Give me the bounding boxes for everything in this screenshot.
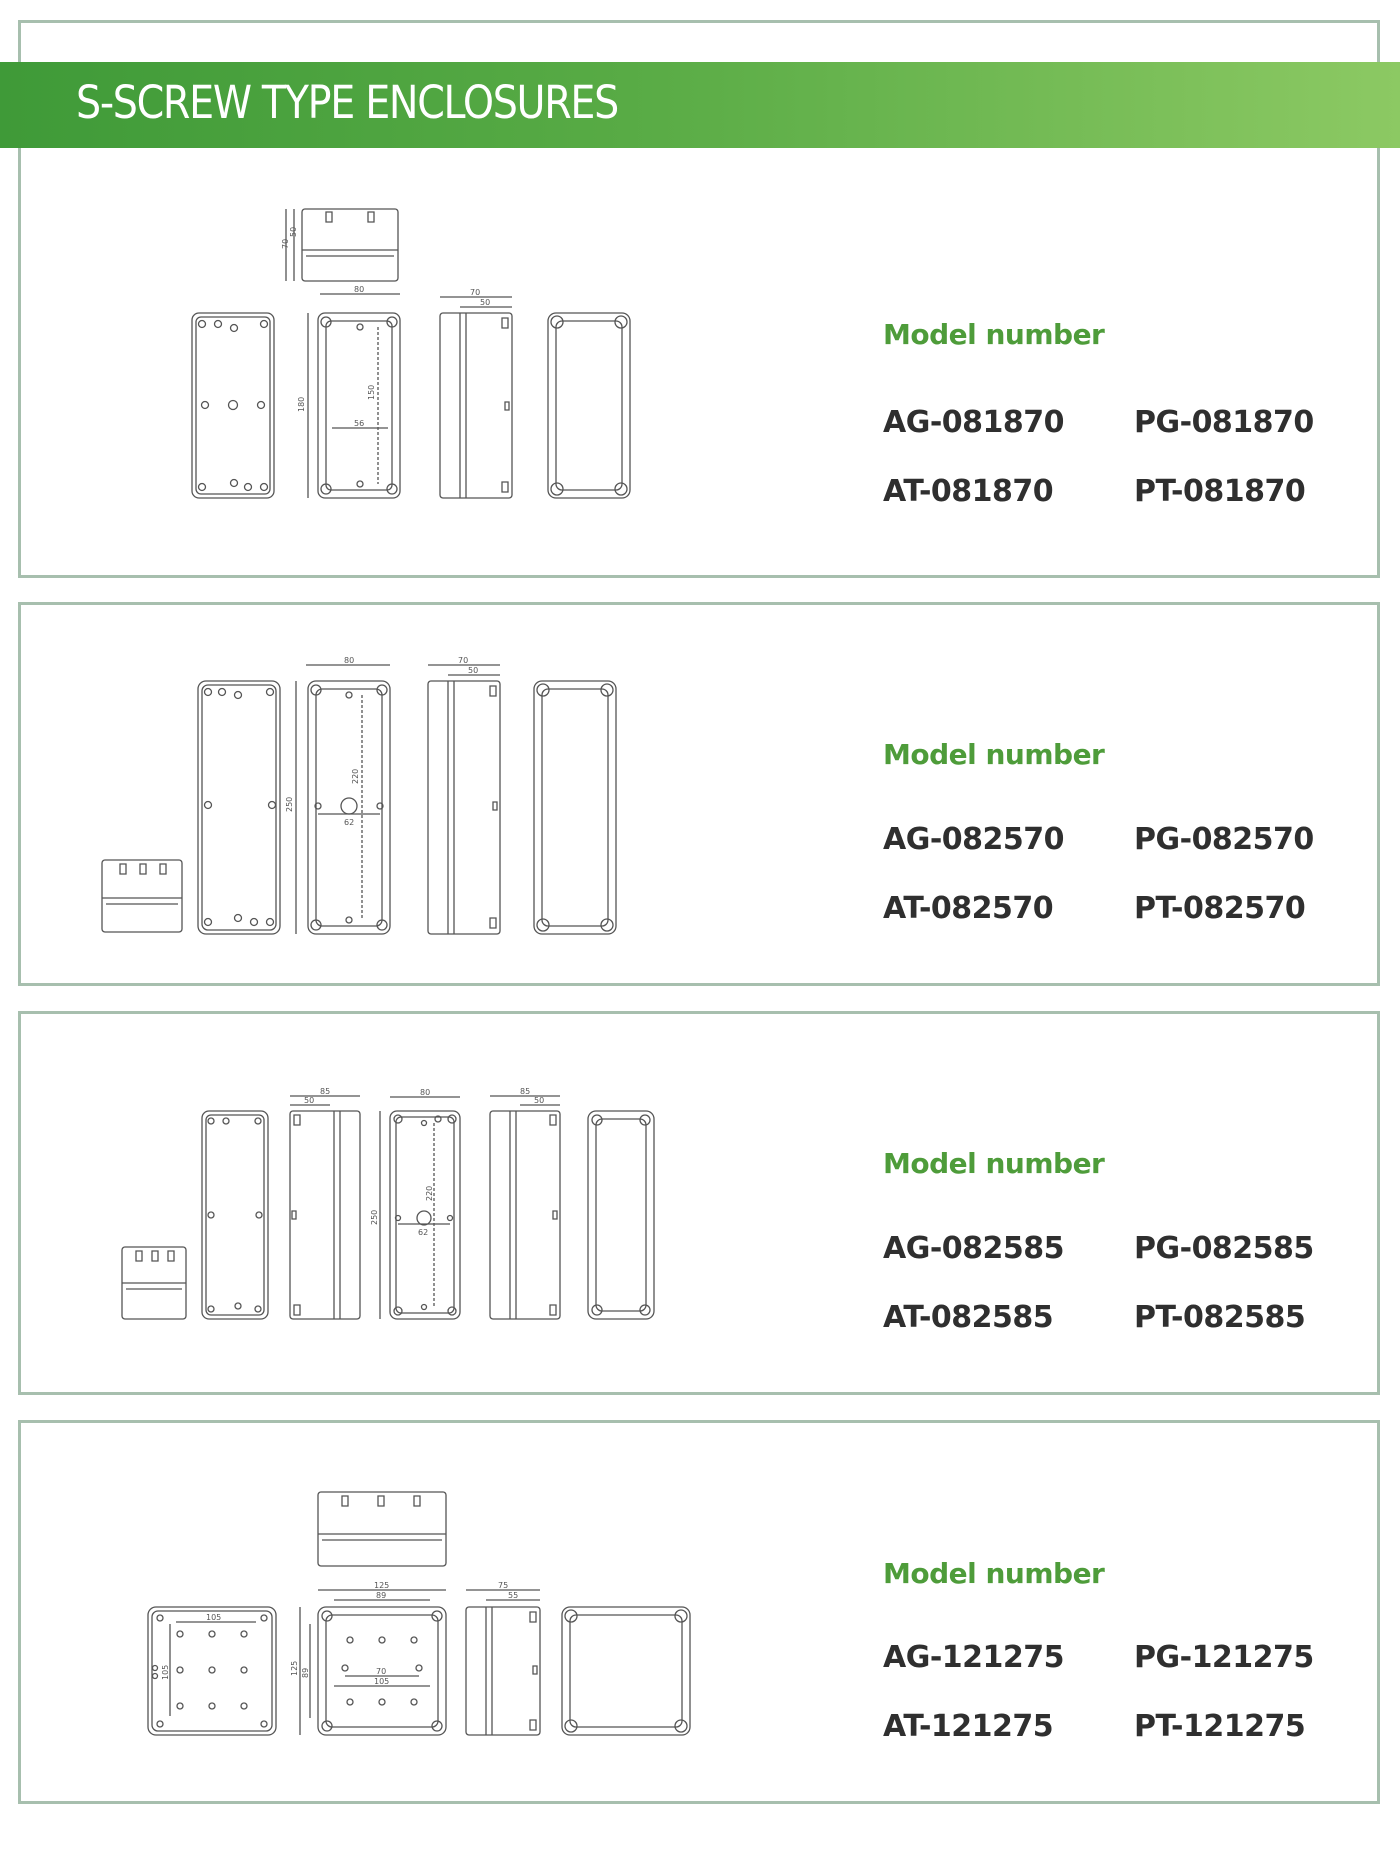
- dim-label: 75: [498, 1581, 509, 1590]
- side-view-right: [490, 1087, 560, 1319]
- model-code-ag: AG-121275: [883, 1640, 1065, 1675]
- dim-label: 125: [290, 1660, 299, 1676]
- dim-label: 50: [304, 1096, 315, 1105]
- model-code-pg: PG-121275: [1134, 1640, 1314, 1675]
- model-code-at: AT-082585: [883, 1300, 1054, 1335]
- lid-view: [192, 313, 274, 498]
- side-view: [440, 288, 512, 498]
- model-code-at: AT-082570: [883, 891, 1054, 926]
- dim-label: 105: [206, 1613, 222, 1622]
- base-view: [370, 1088, 460, 1319]
- side-view-top: [281, 209, 398, 281]
- dim-label: 125: [374, 1581, 390, 1590]
- model-code-pt: PT-081870: [1134, 474, 1306, 509]
- dim-label: 80: [344, 656, 355, 665]
- dim-label: 80: [354, 285, 365, 294]
- lid-view: [198, 681, 280, 934]
- lid-inside-view: [548, 313, 630, 498]
- lid-inside-view: [534, 681, 616, 934]
- base-view: [297, 285, 400, 498]
- side-view-left: [290, 1087, 360, 1319]
- model-code-ag: AG-082585: [883, 1231, 1065, 1266]
- drawing-121275: [0, 1420, 700, 1804]
- dim-label: 89: [376, 1591, 387, 1600]
- model-number-label: Model number: [883, 1147, 1105, 1180]
- model-code-pt: PT-121275: [1134, 1709, 1306, 1744]
- model-number-label: Model number: [883, 318, 1105, 351]
- model-code-pg: PG-082585: [1134, 1231, 1314, 1266]
- dim-label: 89: [301, 1667, 310, 1678]
- dim-label: 85: [320, 1087, 331, 1096]
- lid-inside-view: [588, 1111, 654, 1319]
- dim-label: 62: [418, 1228, 429, 1237]
- dim-label: 250: [370, 1209, 379, 1225]
- dim-label: 70: [376, 1667, 387, 1676]
- model-code-pg: PG-081870: [1134, 405, 1314, 440]
- dim-label: 105: [374, 1677, 390, 1686]
- dim-label: 56: [354, 419, 365, 428]
- small-side-view: [102, 860, 182, 932]
- dim-label: 55: [508, 1591, 519, 1600]
- dim-label: 62: [344, 818, 355, 827]
- model-code-at: AT-081870: [883, 474, 1054, 509]
- side-view: [428, 656, 500, 934]
- model-code-at: AT-121275: [883, 1709, 1054, 1744]
- model-number-label: Model number: [883, 1557, 1105, 1590]
- dim-label: 220: [351, 768, 360, 784]
- drawing-081870: [0, 0, 700, 578]
- model-code-pt: PT-082570: [1134, 891, 1306, 926]
- dim-label: 50: [534, 1096, 545, 1105]
- dim-label: 150: [367, 384, 376, 400]
- model-code-pg: PG-082570: [1134, 822, 1314, 857]
- page-title: S-SCREW TYPE ENCLOSURES: [76, 76, 618, 129]
- dim-label: 50: [480, 298, 491, 307]
- dim-label: 80: [420, 1088, 431, 1097]
- lid-view: [148, 1607, 276, 1735]
- dim-label: 70: [458, 656, 469, 665]
- model-code-ag: AG-081870: [883, 405, 1065, 440]
- dim-label: 180: [297, 396, 306, 412]
- base-view: [290, 1581, 446, 1735]
- dim-label: 250: [285, 796, 294, 812]
- lid-view: [202, 1111, 268, 1319]
- model-code-ag: AG-082570: [883, 822, 1065, 857]
- drawing-082570: [0, 602, 700, 986]
- dim-label: 50: [468, 666, 479, 675]
- model-code-pt: PT-082585: [1134, 1300, 1306, 1335]
- dim-label: 50: [289, 226, 298, 237]
- model-number-label: Model number: [883, 738, 1105, 771]
- dim-label: 220: [425, 1185, 434, 1201]
- lid-inside-view: [562, 1607, 690, 1735]
- dim-label: 70: [281, 238, 290, 249]
- top-side-view: [318, 1492, 446, 1566]
- base-view: [285, 656, 390, 934]
- side-view: [466, 1581, 540, 1735]
- dim-label: 85: [520, 1087, 531, 1096]
- dim-label: 70: [470, 288, 481, 297]
- small-side-view: [122, 1247, 186, 1319]
- drawing-082585: [0, 1011, 700, 1395]
- dim-label: 105: [161, 1664, 170, 1680]
